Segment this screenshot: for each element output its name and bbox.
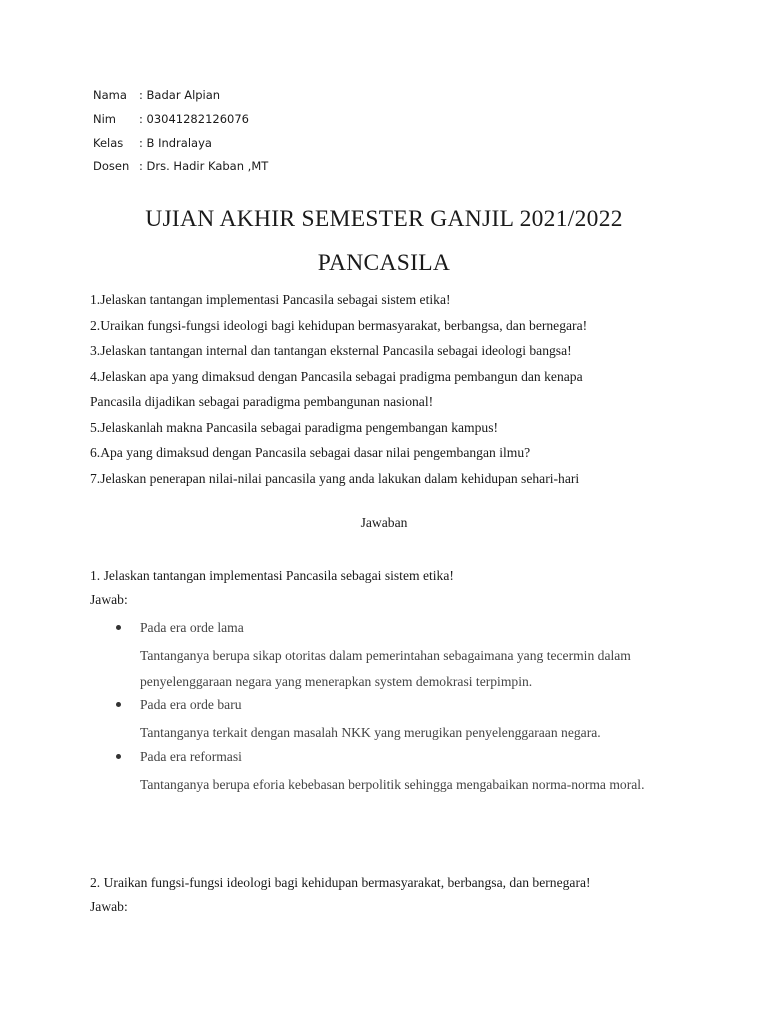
identity-value: : B Indralaya [139, 135, 212, 150]
identity-value: : 03041282126076 [139, 111, 249, 126]
identity-label: Kelas [93, 135, 124, 150]
answer-1-bullet-list [114, 618, 694, 798]
subject-title: PANCASILA [317, 250, 451, 276]
identity-row-nama [93, 86, 268, 110]
jawab-label: Jawab: [90, 899, 128, 914]
question-list [90, 290, 690, 494]
bullet-icon [116, 702, 121, 707]
question-line: 7.Jelaskan penerapan nilai-nilai pancasila yang anda lakukan dalam kehidupan sehari-hari [90, 470, 580, 486]
bullet-icon [116, 754, 121, 759]
student-identity-block [93, 86, 268, 181]
identity-row-kelas [93, 134, 268, 158]
answer-question: 2. Uraikan fungsi-fungsi ideologi bagi kehidupan bermasyarakat, berbangsa, dan bernegara! [90, 875, 591, 890]
question-line: 3.Jelaskan tantangan internal dan tantangan eksternal Pancasila sebagai ideologi bangsa! [90, 343, 572, 358]
list-item [114, 618, 694, 694]
answer-question: 1. Jelaskan tantangan implementasi Pancasila sebagai sistem etika! [90, 568, 454, 583]
identity-label: Nim [93, 111, 116, 126]
bullet-icon [116, 625, 121, 630]
identity-row-dosen [93, 157, 268, 181]
era-description: Tantanganya berupa eforia kebebasan berpolitik sehingga mengabaikan norma-norma moral. [140, 776, 645, 792]
question-line: 2.Uraikan fungsi-fungsi ideologi bagi kehidupan bermasyarakat, berbangsa, dan bernegara! [90, 317, 588, 333]
question-line: 1.Jelaskan tantangan implementasi Pancasila sebagai sistem etika! [90, 292, 451, 307]
identity-value: : Badar Alpian [139, 88, 221, 102]
identity-row-nim [93, 110, 268, 134]
answer-1-header [90, 566, 690, 614]
question-line: 4.Jelaskan apa yang dimaksud dengan Pancasila sebagai pradigma pembangun dan kenapa [90, 368, 583, 384]
era-description: Tantanganya terkait dengan masalah NKK yang merugikan penyelenggaraan negara. [140, 725, 601, 740]
era-heading: Pada era reformasi [140, 748, 242, 764]
era-heading: Pada era orde baru [140, 697, 242, 712]
jawab-label: Jawab: [90, 592, 128, 607]
identity-label: Dosen [93, 159, 130, 174]
question-line: 6.Apa yang dimaksud dengan Pancasila sebagai dasar nilai pengembangan ilmu? [90, 445, 531, 460]
era-description: Tantanganya berupa sikap otoritas dalam pemerintahan sebagaimana yang tecermin dalam penyelenggaraan negara yang menerapkan system demokrasi terpimpin. [140, 648, 631, 689]
exam-title: UJIAN AKHIR SEMESTER GANJIL 2021/2022 [145, 206, 623, 232]
identity-label: Nama [93, 88, 127, 102]
identity-value: : Drs. Hadir Kaban ,MT [139, 159, 269, 174]
era-heading: Pada era orde lama [140, 620, 244, 635]
question-line: 5.Jelaskanlah makna Pancasila sebagai paradigma pengembangan kampus! [90, 419, 499, 435]
list-item [114, 695, 694, 746]
question-line: Pancasila dijadikan sebagai paradigma pembangunan nasional! [90, 394, 434, 409]
answer-2-header [90, 873, 730, 921]
list-item [114, 747, 694, 798]
answers-heading: Jawaban [360, 515, 408, 530]
